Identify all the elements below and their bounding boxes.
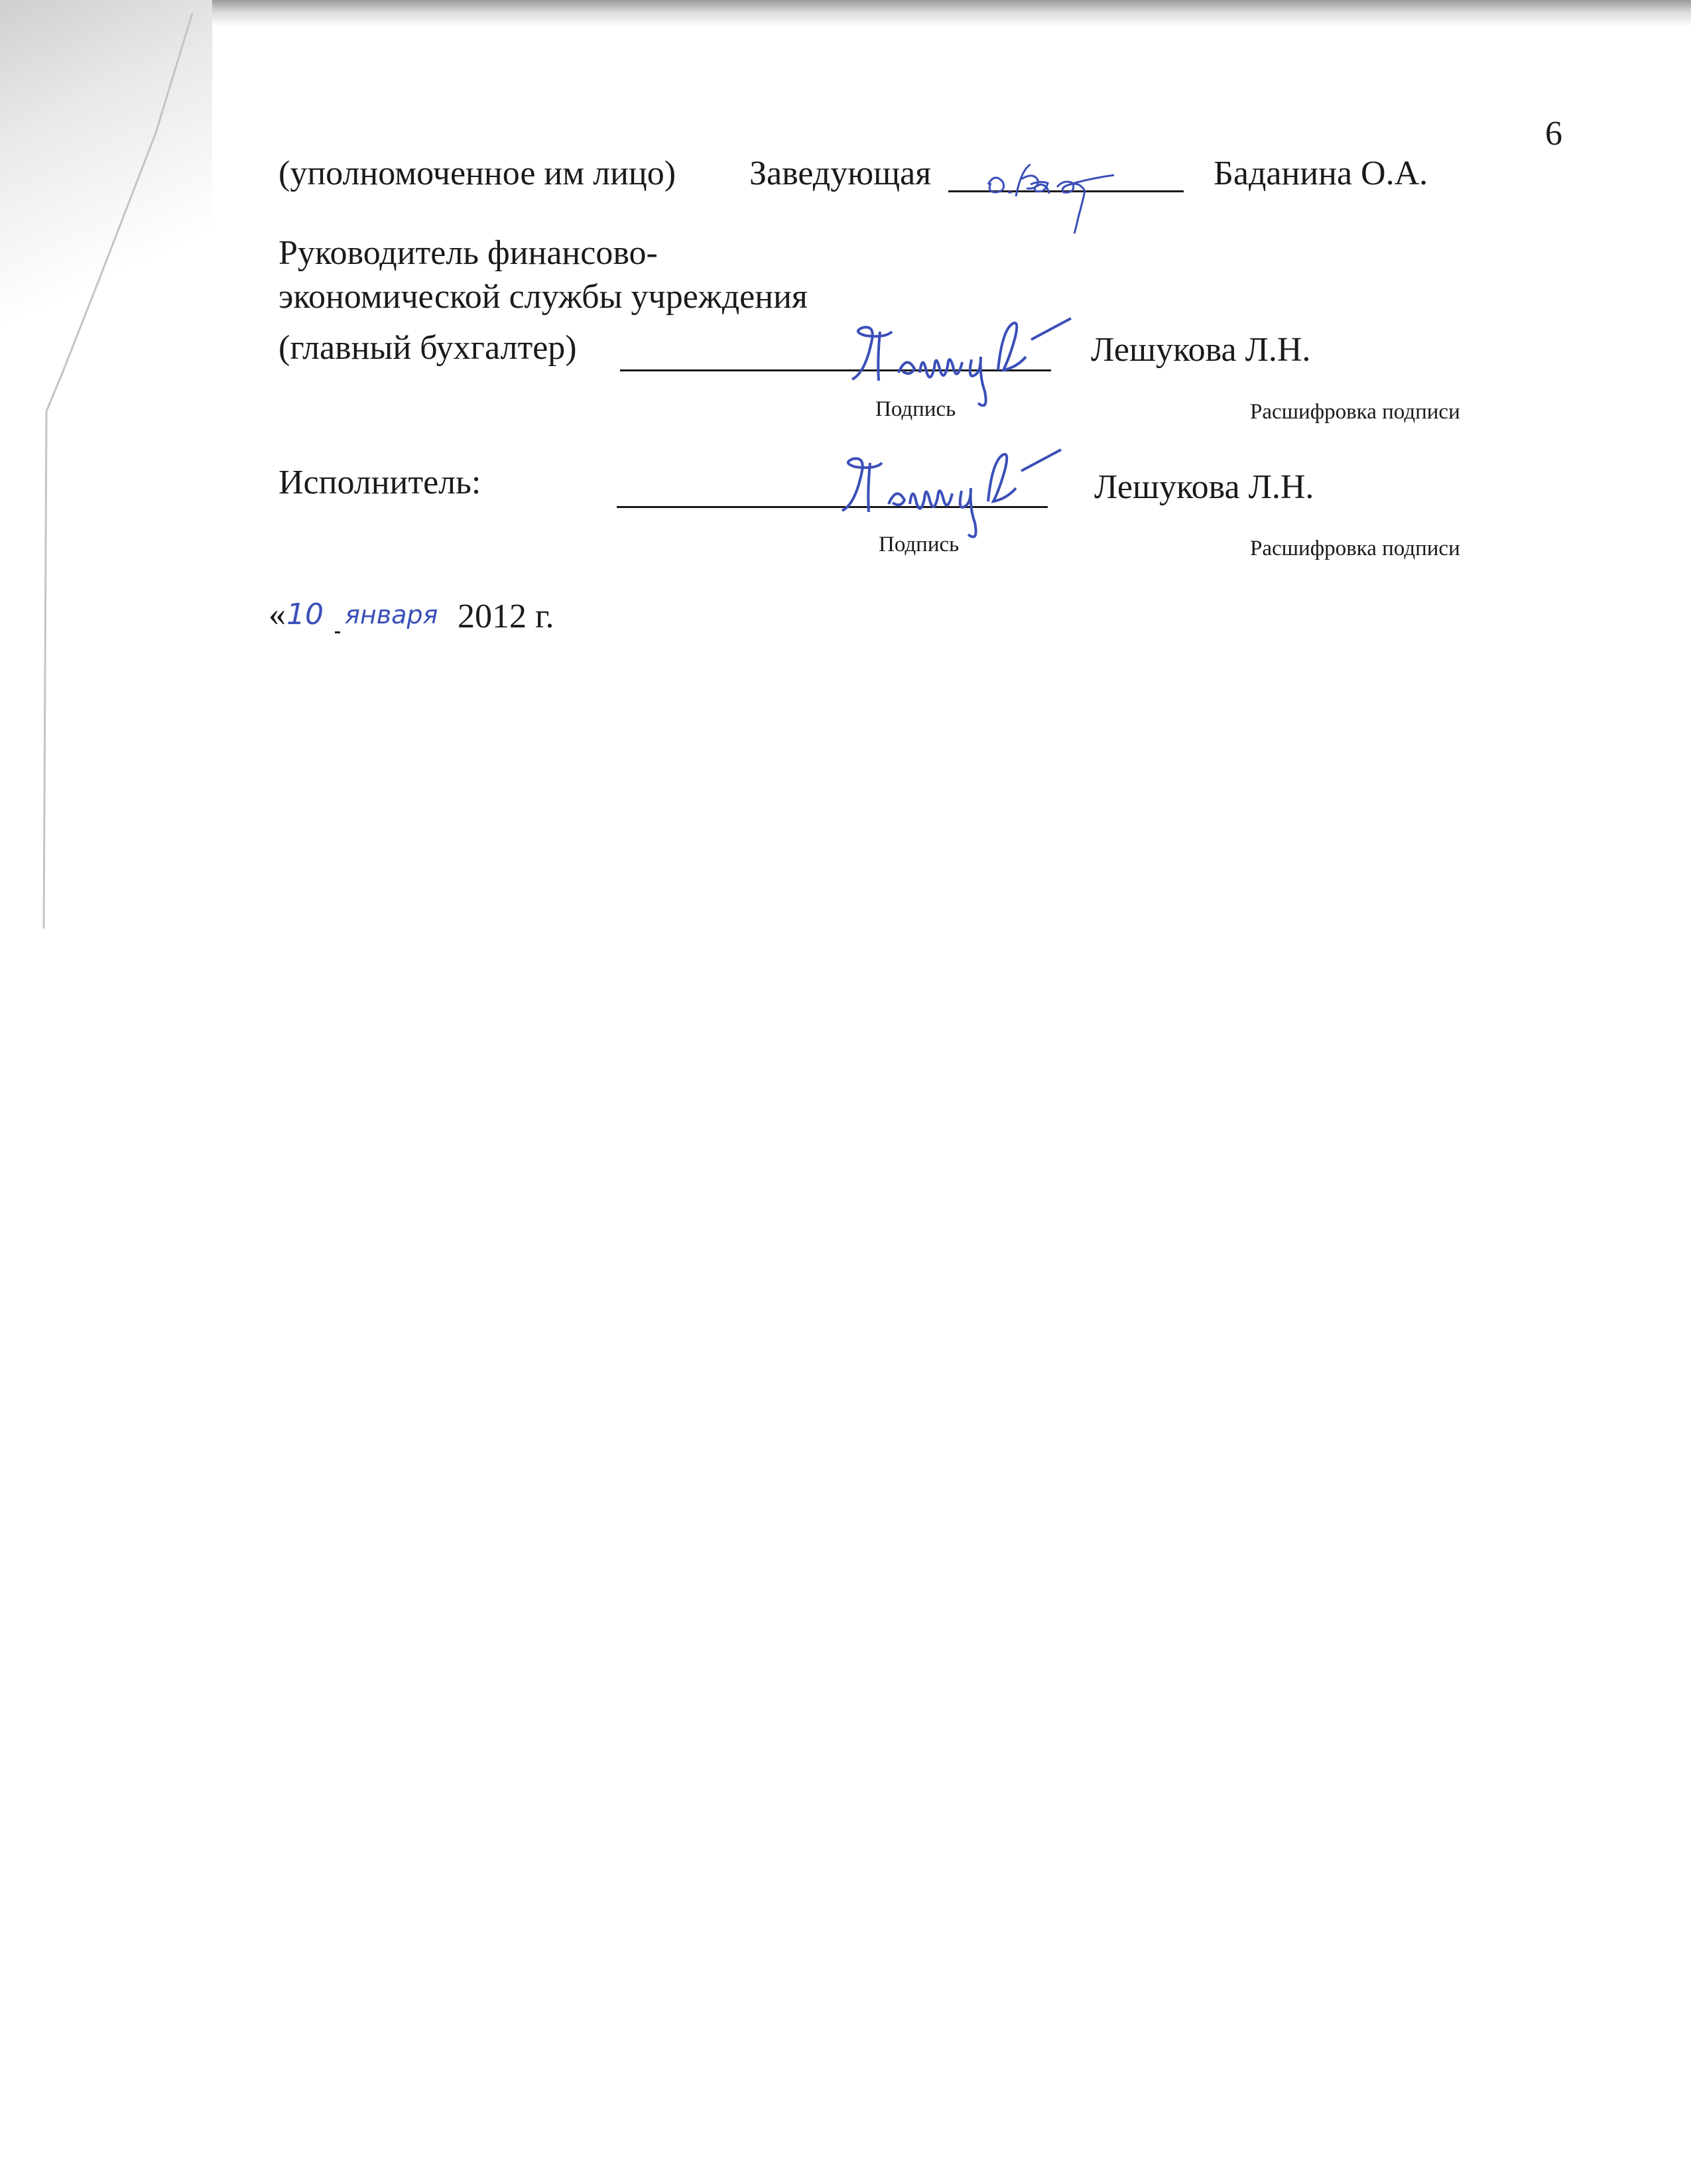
finance-name: Лешукова Л.Н. [1091, 331, 1311, 369]
head-position: Заведующая [749, 155, 932, 192]
fold-crease-line [0, 0, 212, 929]
executor-label: Исполнитель: [279, 464, 481, 501]
finance-title-line2: экономической службы учреждения [279, 278, 808, 316]
scan-shadow-top [0, 0, 1691, 27]
date-open-quote: « [269, 596, 286, 633]
head-signature [975, 145, 1134, 237]
executor-name: Лешукова Л.Н. [1094, 468, 1314, 506]
finance-title-line1: Руководитель финансово- [279, 234, 658, 272]
date-month: января [345, 600, 438, 629]
date-day-separator [335, 631, 340, 633]
head-name: Баданина О.А. [1214, 155, 1428, 192]
date-day: 10 [286, 598, 324, 631]
finance-signature-caption: Подпись [875, 397, 956, 421]
finance-signature [832, 306, 1084, 413]
date-year: 2012 г. [458, 598, 554, 635]
executor-signature-caption: Подпись [879, 533, 960, 556]
finance-title-line3: (главный бухгалтер) [279, 329, 577, 367]
executor-signature [822, 436, 1074, 543]
finance-name-caption: Расшифровка подписи [1250, 400, 1460, 424]
executor-name-caption: Расшифровка подписи [1250, 537, 1460, 560]
page-number: 6 [1545, 115, 1562, 153]
head-role-prefix: (уполномоченное им лицо) [279, 155, 676, 192]
